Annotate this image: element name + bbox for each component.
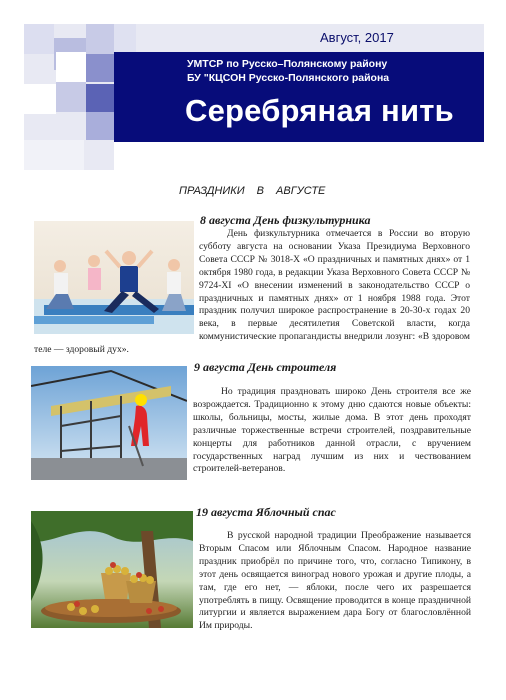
decor-square <box>114 24 136 52</box>
article-title: 8 августа День физкультурника <box>200 213 371 227</box>
section-heading: ПРАЗДНИКИ В АВГУСТЕ <box>179 185 326 197</box>
decor-square <box>56 82 86 112</box>
organization-line-2: БУ "КЦСОН Русско-Полянского района <box>187 72 390 84</box>
decor-square <box>24 140 84 170</box>
decor-square <box>86 112 114 140</box>
newsletter-title: Серебряная нить <box>185 93 454 128</box>
article-text: Но традиция праздновать широко День строителя все же возрождается. Традиционно к этому дню сдаются новые объекты: школы, больницы, мосты, жилые дома. В этот день проходят различные торжественные встречи строителей, поздравительные концерты для работников данной отрасли, с вручением государственных наград лучшим из них и чествованием строителей-ветеранов. <box>193 386 471 475</box>
article-title: 9 августа День строителя <box>194 360 337 374</box>
article-text: День физкультурника отмечается в России во вторую субботу августа на основании Указа Президиума Верховного Совета СССР № 3018-X «О праздничных и памятных днях» от 1 октября 1980 года, в редакции Указа Верховного Совета СССР № 9724-XI «О внесении изменений в законодательство СССР о праздничных и памятных днях» от 1 ноября 1988 года. Этот праздник получил широкое распространение в 20-30-х годах 20 века, в первые десятилетия Советской власти, когда коммунистические пропагандисты внедрили лозунг: «В здоровом теле — здоровый дух». <box>34 228 470 356</box>
decor-square <box>24 84 56 114</box>
decor-square <box>86 84 114 112</box>
article-text: В русской народной традиции Преображение называется Вторым Спасом или Яблочным Спасом. Народное название праздник приобрёл по причине того, что, согласно Типикону, в этот день освящается виноград нового урожая и другие плоды, а там, где его нет, — яблоки, после чего их разрешается употреблять в пищу. Освящение проводится в конце праздничной литургии и является выражением дара Богу от благословлённой Им природы. <box>199 530 471 632</box>
article-title: 19 августа Яблочный спас <box>196 505 336 519</box>
organization-line-1: УМТСР по Русско–Полянскому району <box>187 58 388 70</box>
header-bottom-strip <box>114 142 484 170</box>
decor-square <box>56 52 86 82</box>
issue-date: Август, 2017 <box>320 30 394 45</box>
decor-square <box>86 24 116 54</box>
decor-square <box>86 54 114 82</box>
decor-square <box>24 24 54 54</box>
